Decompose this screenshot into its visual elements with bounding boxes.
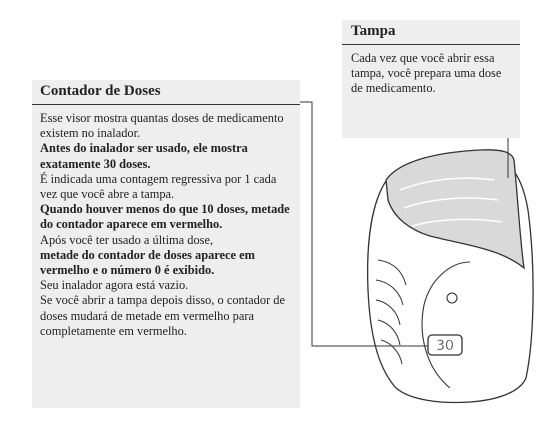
- counter-paragraph: Antes do inalador ser usado, ele mostra exatamente 30 doses.: [40, 141, 248, 171]
- dose-counter-title: Contador de Doses: [32, 82, 300, 105]
- dose-counter-panel: [32, 80, 300, 408]
- counter-paragraph: Se você abrir a tampa depois disso, o contador de doses mudará de metade em vermelho para completamente em vermelho.: [40, 293, 285, 338]
- counter-paragraph: É indicada uma contagem regressiva por 1 cada vez que você abre a tampa.: [40, 171, 277, 202]
- counter-paragraph: Seu inalador agora está vazio.: [40, 278, 189, 293]
- counter-paragraph: metade do contador de doses aparece em vermelho e o número 0 é exibido.: [40, 247, 255, 278]
- inhaler-button: [447, 293, 457, 303]
- counter-paragraph: Quando houver menos do que 10 doses, metade do contador aparece em vermelho.: [40, 202, 290, 232]
- dose-counter-number: 30: [436, 338, 454, 354]
- dose-counter-description: [40, 111, 292, 339]
- tampa-paragraph: Cada vez que você abrir essa tampa, você prepara uma dose de medicamento.: [351, 51, 502, 96]
- counter-paragraph: Após você ter usado a última dose,: [40, 232, 214, 247]
- tampa-panel: [342, 20, 520, 138]
- tampa-title: Tampa: [342, 22, 520, 45]
- counter-paragraph: Esse visor mostra quantas doses de medicamento existem no inalador.: [40, 111, 284, 141]
- tampa-description: [351, 51, 511, 97]
